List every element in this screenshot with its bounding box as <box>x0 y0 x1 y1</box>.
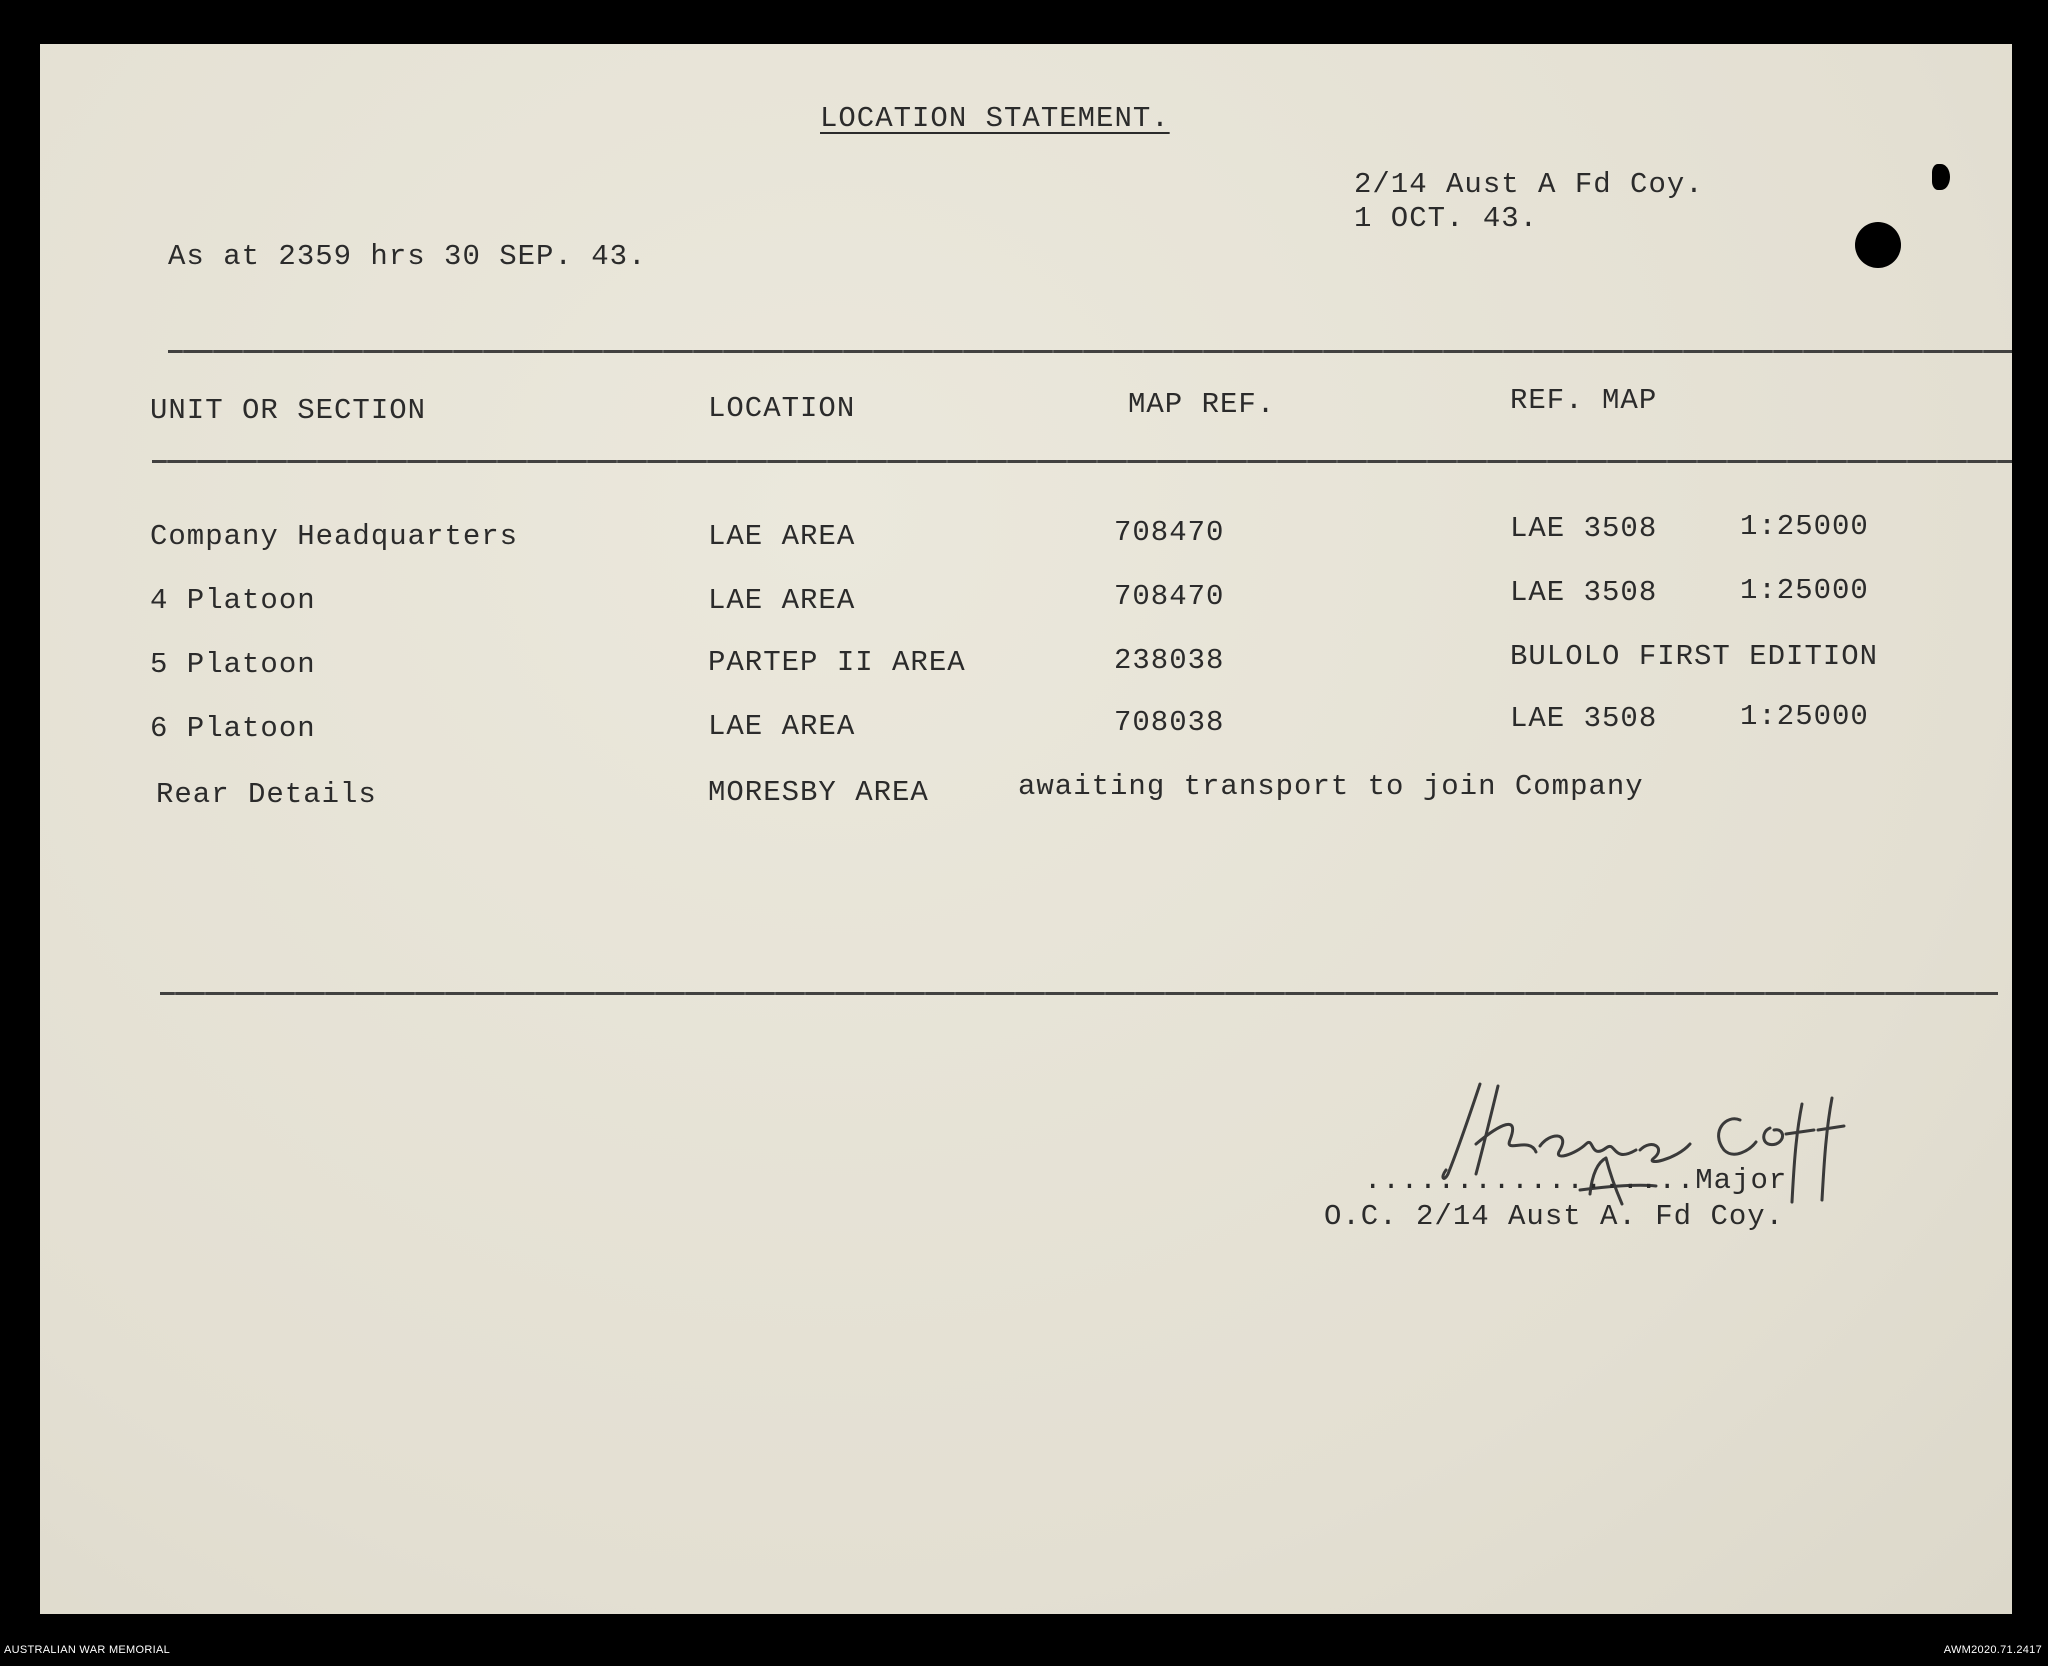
row-scale: 1:25000 <box>1740 510 1869 543</box>
row-location: PARTEP II AREA <box>708 646 966 679</box>
rear-details-location: MORESBY AREA <box>708 776 929 809</box>
table-top-rule <box>168 350 2012 353</box>
row-ref-map: LAE 3508 <box>1510 702 1658 735</box>
row-ref-map: LAE 3508 <box>1510 512 1658 545</box>
row-ref-map: LAE 3508 <box>1510 576 1658 609</box>
row-scale: 1:25000 <box>1740 700 1869 733</box>
archive-accession-number: AWM2020.71.2417 <box>1943 1644 2042 1656</box>
row-map-ref: 708038 <box>1114 706 1225 739</box>
header-unit: UNIT OR SECTION <box>150 394 427 427</box>
rear-details-note: awaiting transport to join Company <box>1018 770 1644 803</box>
punch-hole-torn <box>1932 164 1950 190</box>
archive-footer-left: AUSTRALIAN WAR MEMORIAL <box>4 1644 171 1656</box>
row-location: LAE AREA <box>708 584 856 617</box>
row-map-ref: 238038 <box>1114 644 1225 677</box>
unit-designation: 2/14 Aust A Fd Coy. <box>1354 168 1704 201</box>
row-unit: 5 Platoon <box>150 648 316 681</box>
signatory-office: O.C. 2/14 Aust A. Fd Coy. <box>1324 1200 1785 1233</box>
row-unit: Company Headquarters <box>150 520 519 553</box>
document-title: LOCATION STATEMENT. <box>820 102 1170 135</box>
header-ref-map: REF. MAP <box>1510 384 1658 417</box>
header-map-ref: MAP REF. <box>1128 388 1276 421</box>
document-date: 1 OCT. 43. <box>1354 202 1539 235</box>
row-location: LAE AREA <box>708 710 856 743</box>
row-map-ref: 708470 <box>1114 580 1225 613</box>
as-at-line: As at 2359 hrs 30 SEP. 43. <box>168 240 647 273</box>
punch-hole <box>1855 222 1901 268</box>
table-bottom-rule <box>160 992 1998 995</box>
signature-line: ..................Major <box>1364 1164 1788 1197</box>
row-unit: 6 Platoon <box>150 712 316 745</box>
document-page <box>40 44 2012 1614</box>
row-location: LAE AREA <box>708 520 856 553</box>
header-location: LOCATION <box>708 392 856 425</box>
row-ref-map: BULOLO FIRST EDITION <box>1510 640 1879 673</box>
rear-details-unit: Rear Details <box>156 778 377 811</box>
row-map-ref: 708470 <box>1114 516 1225 549</box>
row-scale: 1:25000 <box>1740 574 1869 607</box>
row-unit: 4 Platoon <box>150 584 316 617</box>
table-header-rule <box>152 460 2012 463</box>
